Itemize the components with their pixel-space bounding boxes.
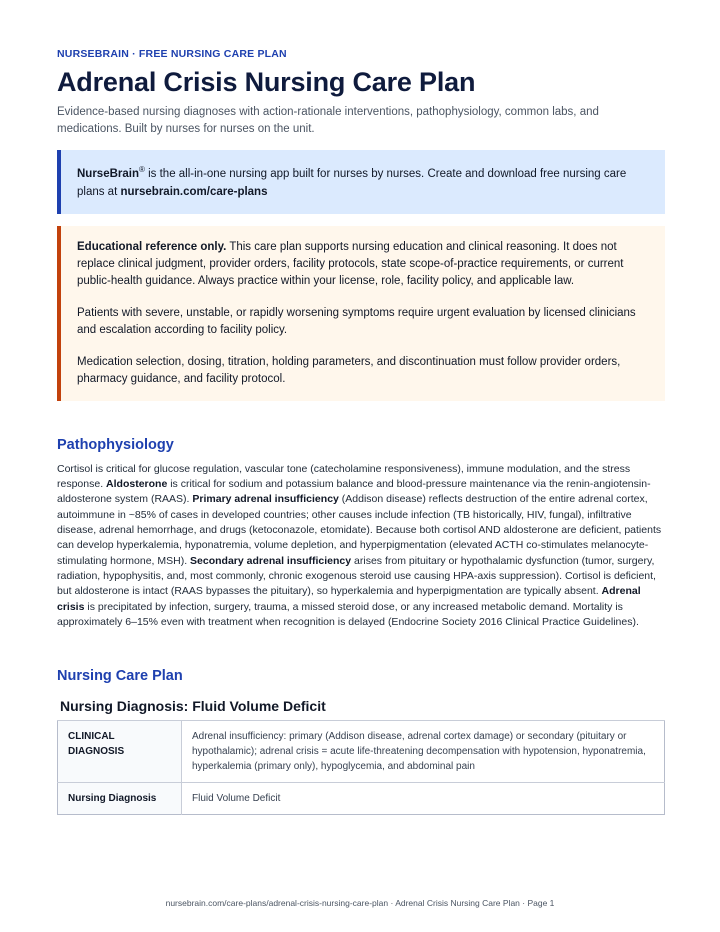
diagnosis-heading: Nursing Diagnosis: Fluid Volume Deficit — [60, 698, 326, 715]
page-title: Adrenal Crisis Nursing Care Plan — [57, 67, 476, 97]
disclaimer-paragraph-2: Patients with severe, unstable, or rapidly worsening symptoms require urgent evaluation by licensed clinicians and escalation according to facility policy. — [77, 306, 636, 336]
patho-text-3: (Addison disease) reflects destruction of the entire adrenal cortex, autoimmune in ~85% of cases in developed countries; other causes include infection (TB historically, HIV, fungal), infiltrative disease, adrenal hemorrhage, and drugs (ketoconazole, etomidate). Because both cortisol AND aldosterone are deficient, patients can develop hyperkalemia, hyponatremia, volume depletion, and hyperpigmentation (elevated ACTH co-stimulates melanocyte-stimulating hormone, MSH). — [57, 493, 662, 567]
brand-name: NurseBrain — [77, 167, 139, 180]
patho-term-crisis: Adrenal crisis — [57, 585, 641, 613]
pathophysiology-text — [57, 462, 665, 630]
disclaimer-paragraph-1 — [77, 239, 651, 290]
pathophysiology-heading: Pathophysiology — [57, 436, 174, 453]
row-key: Nursing Diagnosis — [58, 783, 182, 815]
registered-mark: ® — [139, 165, 145, 174]
row-key: CLINICAL DIAGNOSIS — [58, 721, 182, 783]
patho-text-5: is precipitated by infection, surgery, trauma, a missed steroid dose, or any increased metabolic demand. Mortality is approximately 6–15% even with treatment when recognition is delayed (Endocrine Society 2016 Clinical Practice Guidelines). — [57, 600, 639, 628]
disclaimer-callout — [57, 226, 665, 401]
patho-term-secondary: Secondary adrenal insufficiency — [190, 554, 352, 567]
patho-term-aldosterone: Aldosterone — [106, 478, 168, 491]
care-plan-heading: Nursing Care Plan — [57, 668, 183, 685]
diagnosis-table — [57, 720, 665, 815]
patho-text-2: is critical for sodium and potassium balance and blood-pressure maintenance via the renin-angiotensin-aldosterone system (RAAS). — [57, 478, 651, 506]
care-plan-page — [57, 48, 665, 815]
disclaimer-text-1: This care plan supports nursing education and clinical reasoning. It does not replace clinical judgment, provider orders, facility protocols, state scope-of-practice requirements, or current public-health guidance. Always practice within your license, role, facility policy, and applicable law. — [77, 240, 624, 287]
patho-text-4: arises from pituitary or hypothalamic dysfunction (tumor, surgery, radiation, hypophysitis, and, most commonly, chronic exogenous steroid use causing HPA-axis suppression). Cortisol is deficient, but aldosterone is intact (RAAS bypasses the pituitary), so hyperkalemia and hyperpigmentation are typically absent. — [57, 554, 656, 598]
page-subtitle: Evidence-based nursing diagnoses with action-rationale interventions, pathophysiology, common labs, and medications. Built by nurses for nurses on the unit. — [57, 106, 599, 135]
row-value: Adrenal insufficiency: primary (Addison disease, adrenal cortex damage) or secondary (pituitary or hypothalamic); adrenal crisis = acute life-threatening decompensation with hypotension, hyponatremia, hyperkalemia (primary only), hypoglycemia, and abdominal pain — [182, 721, 665, 783]
page-footer: nursebrain.com/care-plans/adrenal-crisis-nursing-care-plan · Adrenal Crisis Nursing Care Plan · Page 1 — [165, 898, 555, 908]
patho-term-primary: Primary adrenal insufficiency — [192, 493, 339, 506]
brand-callout-text: is the all-in-one nursing app built for nurses by nurses. Create and download free nursing care plans at — [77, 167, 627, 198]
care-plans-link[interactable]: nursebrain.com/care-plans — [120, 185, 268, 198]
eyebrow-label: NURSEBRAIN · FREE NURSING CARE PLAN — [57, 48, 287, 60]
table-row — [58, 721, 665, 783]
row-value: Fluid Volume Deficit — [182, 783, 665, 815]
disclaimer-paragraph-3: Medication selection, dosing, titration, holding parameters, and discontinuation must follow provider orders, pharmacy guidance, and facility protocol. — [77, 355, 621, 385]
patho-text-1: Cortisol is critical for glucose regulation, vascular tone (catecholamine responsiveness), immune modulation, and the stress response. — [57, 462, 631, 491]
brand-callout — [57, 150, 665, 214]
disclaimer-lead: Educational reference only. — [77, 240, 227, 253]
table-row — [58, 783, 665, 815]
